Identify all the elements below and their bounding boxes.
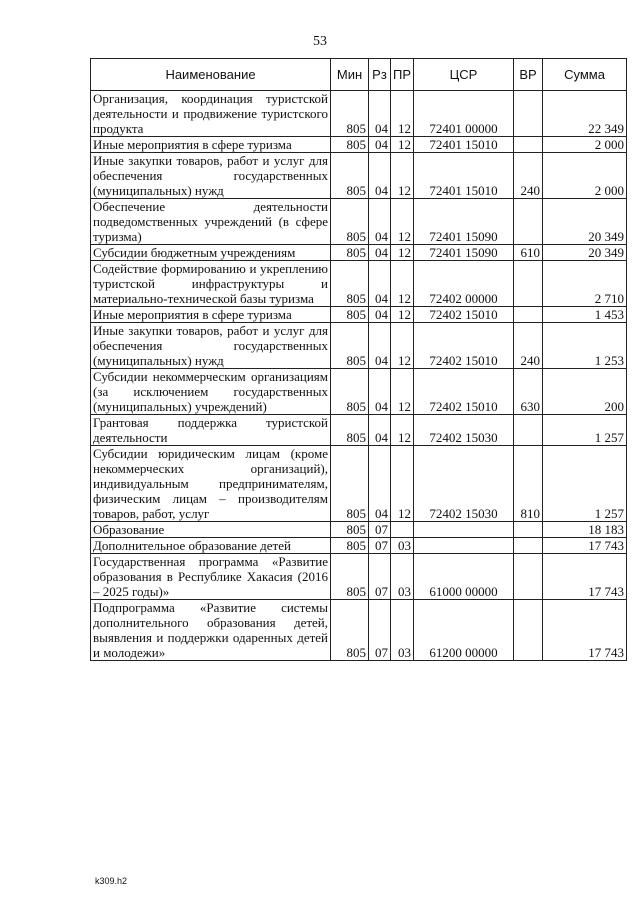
table-row xyxy=(91,554,627,600)
row-min: 805 xyxy=(331,600,369,661)
row-rz: 04 xyxy=(369,323,391,369)
row-rz: 04 xyxy=(369,199,391,245)
row-pr: 12 xyxy=(391,323,414,369)
row-rz: 04 xyxy=(369,245,391,261)
header-pr: ПР xyxy=(391,59,414,91)
row-csr: 72402 00000 xyxy=(414,261,514,307)
row-vr xyxy=(514,137,543,153)
row-sum: 1 453 xyxy=(543,307,627,323)
footer-code: k309.h2 xyxy=(95,876,128,886)
row-rz: 07 xyxy=(369,554,391,600)
row-pr: 12 xyxy=(391,153,414,199)
row-min: 805 xyxy=(331,153,369,199)
row-min: 805 xyxy=(331,245,369,261)
row-sum: 2 000 xyxy=(543,137,627,153)
table-row xyxy=(91,446,627,522)
row-csr: 61000 00000 xyxy=(414,554,514,600)
page-number: 53 xyxy=(313,34,327,49)
row-name: Содействие формированию и укреплению туристской инфраструктуры и материально-технической базы туризма xyxy=(91,261,331,307)
row-pr: 03 xyxy=(391,538,414,554)
table-header-row xyxy=(91,59,627,91)
row-csr: 72402 15010 xyxy=(414,323,514,369)
row-min: 805 xyxy=(331,446,369,522)
row-sum: 17 743 xyxy=(543,538,627,554)
header-csr: ЦСР xyxy=(414,59,514,91)
table-row xyxy=(91,153,627,199)
row-vr xyxy=(514,538,543,554)
row-vr: 810 xyxy=(514,446,543,522)
table-row xyxy=(91,261,627,307)
row-sum: 18 183 xyxy=(543,522,627,538)
row-pr: 12 xyxy=(391,369,414,415)
row-csr: 72401 00000 xyxy=(414,91,514,137)
row-min: 805 xyxy=(331,261,369,307)
row-rz: 04 xyxy=(369,307,391,323)
row-name: Образование xyxy=(91,522,331,538)
row-name: Иные закупки товаров, работ и услуг для обеспечения государственных (муниципальных) нужд xyxy=(91,323,331,369)
row-vr: 240 xyxy=(514,323,543,369)
header-min: Мин xyxy=(331,59,369,91)
row-vr: 630 xyxy=(514,369,543,415)
table-row xyxy=(91,600,627,661)
row-rz: 04 xyxy=(369,369,391,415)
row-pr: 12 xyxy=(391,261,414,307)
row-rz: 04 xyxy=(369,261,391,307)
row-name: Иные мероприятия в сфере туризма xyxy=(91,307,331,323)
table-row xyxy=(91,91,627,137)
row-rz: 04 xyxy=(369,153,391,199)
budget-table xyxy=(90,58,627,661)
row-vr xyxy=(514,415,543,446)
row-pr: 03 xyxy=(391,554,414,600)
row-pr: 12 xyxy=(391,446,414,522)
row-csr: 72402 15010 xyxy=(414,307,514,323)
row-name: Обеспечение деятельности подведомственных учреждений (в сфере туризма) xyxy=(91,199,331,245)
row-min: 805 xyxy=(331,415,369,446)
row-sum: 1 253 xyxy=(543,323,627,369)
row-vr xyxy=(514,307,543,323)
row-sum: 2 000 xyxy=(543,153,627,199)
row-csr: 72401 15010 xyxy=(414,137,514,153)
table-row xyxy=(91,199,627,245)
row-vr: 610 xyxy=(514,245,543,261)
row-pr xyxy=(391,522,414,538)
table-row xyxy=(91,415,627,446)
row-name: Подпрограмма «Развитие системы дополнительного образования детей, выявления и поддержки одаренных детей и молодежи» xyxy=(91,600,331,661)
header-sum: Сумма xyxy=(543,59,627,91)
table-row xyxy=(91,307,627,323)
row-name: Иные мероприятия в сфере туризма xyxy=(91,137,331,153)
row-vr xyxy=(514,522,543,538)
header-rz: Рз xyxy=(369,59,391,91)
row-pr: 12 xyxy=(391,199,414,245)
row-csr: 72402 15030 xyxy=(414,446,514,522)
row-min: 805 xyxy=(331,199,369,245)
row-csr: 72401 15090 xyxy=(414,245,514,261)
row-vr: 240 xyxy=(514,153,543,199)
table-row xyxy=(91,245,627,261)
row-pr: 12 xyxy=(391,137,414,153)
row-name: Грантовая поддержка туристской деятельности xyxy=(91,415,331,446)
row-sum: 17 743 xyxy=(543,600,627,661)
row-pr: 12 xyxy=(391,91,414,137)
row-vr xyxy=(514,199,543,245)
row-name: Иные закупки товаров, работ и услуг для обеспечения государственных (муниципальных) нужд xyxy=(91,153,331,199)
row-min: 805 xyxy=(331,323,369,369)
row-min: 805 xyxy=(331,369,369,415)
row-vr xyxy=(514,554,543,600)
row-csr xyxy=(414,538,514,554)
row-rz: 04 xyxy=(369,446,391,522)
row-min: 805 xyxy=(331,538,369,554)
row-vr xyxy=(514,91,543,137)
table-row xyxy=(91,323,627,369)
row-sum: 20 349 xyxy=(543,199,627,245)
row-name: Дополнительное образование детей xyxy=(91,538,331,554)
row-min: 805 xyxy=(331,91,369,137)
row-sum: 200 xyxy=(543,369,627,415)
row-rz: 04 xyxy=(369,415,391,446)
row-name: Субсидии юридическим лицам (кроме некоммерческих организаций), индивидуальным предпринимателям, физическим лицам – производителям товаров, работ, услуг xyxy=(91,446,331,522)
row-pr: 03 xyxy=(391,600,414,661)
row-csr xyxy=(414,522,514,538)
row-min: 805 xyxy=(331,554,369,600)
row-vr xyxy=(514,600,543,661)
row-vr xyxy=(514,261,543,307)
row-csr: 72402 15030 xyxy=(414,415,514,446)
row-pr: 12 xyxy=(391,307,414,323)
row-csr: 72402 15010 xyxy=(414,369,514,415)
row-name: Субсидии некоммерческим организациям (за исключением государственных (муниципальных) учреждений) xyxy=(91,369,331,415)
row-sum: 1 257 xyxy=(543,446,627,522)
header-vr: ВР xyxy=(514,59,543,91)
row-csr: 61200 00000 xyxy=(414,600,514,661)
row-name: Организация, координация туристской деятельности и продвижение туристского продукта xyxy=(91,91,331,137)
row-name: Государственная программа «Развитие образования в Республике Хакасия (2016 – 2025 годы)» xyxy=(91,554,331,600)
header-name: Наименование xyxy=(91,59,331,91)
row-min: 805 xyxy=(331,307,369,323)
table-row xyxy=(91,137,627,153)
table-row xyxy=(91,538,627,554)
row-pr: 12 xyxy=(391,245,414,261)
row-csr: 72401 15010 xyxy=(414,153,514,199)
row-rz: 04 xyxy=(369,91,391,137)
row-sum: 2 710 xyxy=(543,261,627,307)
table-row xyxy=(91,369,627,415)
row-sum: 17 743 xyxy=(543,554,627,600)
row-rz: 07 xyxy=(369,538,391,554)
row-pr: 12 xyxy=(391,415,414,446)
row-rz: 07 xyxy=(369,522,391,538)
table-row xyxy=(91,522,627,538)
row-sum: 22 349 xyxy=(543,91,627,137)
row-rz: 07 xyxy=(369,600,391,661)
row-csr: 72401 15090 xyxy=(414,199,514,245)
row-sum: 20 349 xyxy=(543,245,627,261)
row-min: 805 xyxy=(331,522,369,538)
row-rz: 04 xyxy=(369,137,391,153)
row-min: 805 xyxy=(331,137,369,153)
row-sum: 1 257 xyxy=(543,415,627,446)
row-name: Субсидии бюджетным учреждениям xyxy=(91,245,331,261)
